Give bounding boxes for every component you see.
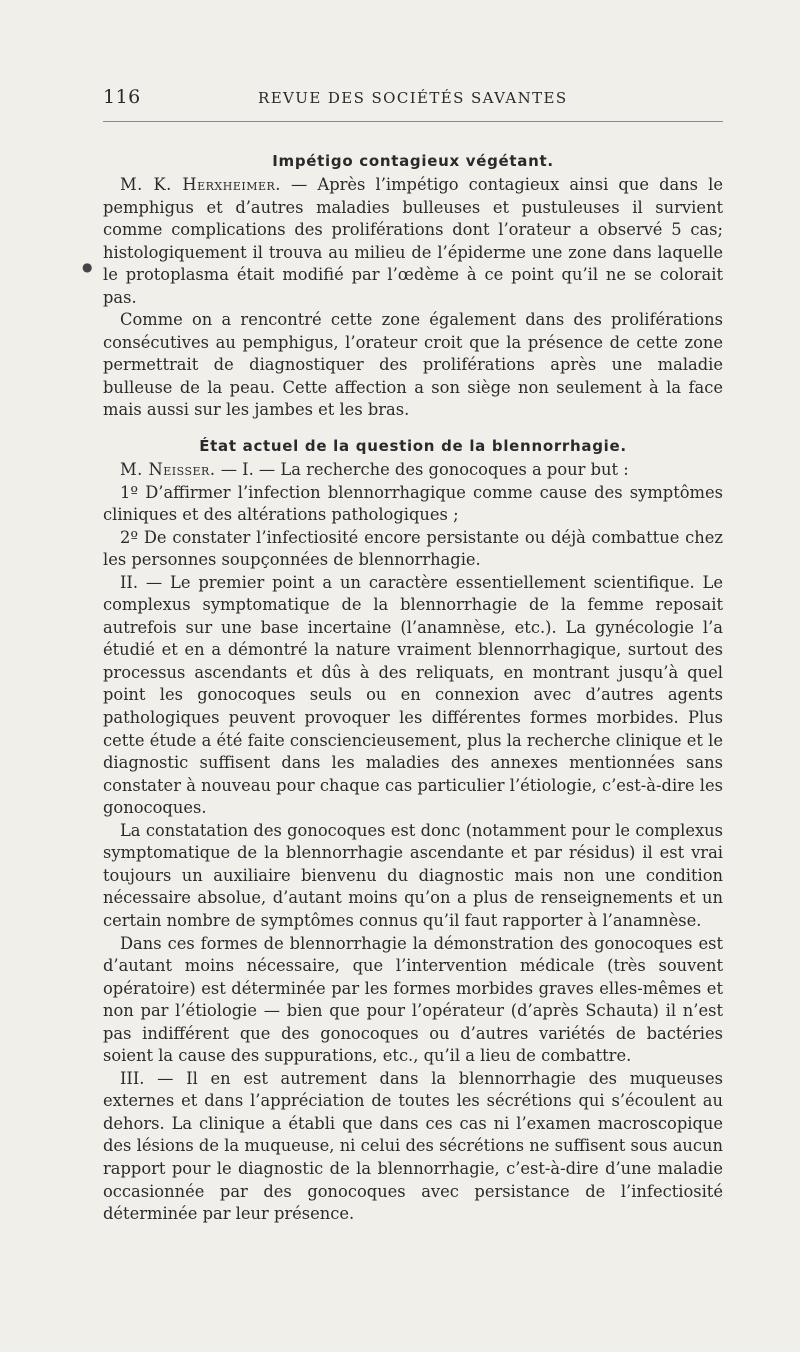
paragraph: La constatation des gonocoques est donc (notamment pour le complexus symptomatique de la blennorrhagie ascendante et par résidus) il est vrai toujours un auxiliaire bienvenu du diagnostic mais non une condition nécessaire absolue, d’autant moins qu’on a plus de renseignements et un certain nombre de symptômes connus qu’il faut rapporter à l’anamnèse.: [103, 820, 723, 930]
paragraph: III. — Il en est autrement dans la blennorrhagie des muqueuses externes et dans l’appréciation de toutes les sécrétions qui s’écoulent au dehors. La clinique a établi que dans ces cas ni l’examen macroscopique des lésions de la muqueuse, ni celui des sécrétions ne suffisent sous aucun rapport pour le diagnostic de la blennorrhagie, c’est-à-dire d’une maladie occasionnée par des gonocoques avec persistance de l’infectiosité déterminée par leur présence.: [103, 1068, 723, 1224]
journal-title: REVUE DES SOCIÉTÉS SAVANTES: [258, 89, 568, 107]
paragraph-text: — Après l’impétigo contagieux ainsi que dans le pemphigus et d’autres maladies bulleuses et pustuleuses il survient comme complications des proliférations dont l’orateur a observé 5 cas; histologiquement il trouva au milieu de l’épiderme une zone dans laquelle le protoplasma était modifié par l’œdème à ce point qu’il ne se colorait pas.: [103, 175, 723, 307]
paragraph: [103, 174, 723, 309]
section-title-impetigo: Impétigo contagieux végétant.: [272, 152, 554, 170]
page-body: [103, 86, 723, 1226]
running-head: [103, 86, 723, 112]
paragraph: 2º De constater l’infectiosité encore persistante ou déjà combattue chez les personnes soupçonnées de blennorrhagie.: [103, 527, 723, 570]
page-number: 116: [103, 86, 141, 108]
paragraph: [103, 459, 723, 482]
paragraph: II. — Le premier point a un caractère essentiellement scientifique. Le complexus symptomatique de la blennorrhagie de la femme reposait autrefois sur une base incertaine (l’anamnèse, etc.). La gynécologie l’a étudié et en a démontré la nature vraiment blennorrhagique, surtout des processus ascendants et dûs à des reliquats, en montrant jusqu’à quel point les gonocoques seuls ou en connexion avec d’autres agents pathologiques peuvent provoquer les différentes formes morbides. Plus cette étude a été faite consciencieusement, plus la recherche clinique et le diagnostic suffisent dans les maladies des annexes mentionnées sans constater à nouveau pour chaque cas particulier l’étiologie, c’est-à-dire les gonocoques.: [103, 572, 723, 818]
paragraph: 1º D’affirmer l’infection blennorrhagique comme cause des symptômes cliniques et des altérations pathologiques ;: [103, 482, 723, 525]
paragraph: Comme on a rencontré cette zone également dans des proliférations consécutives au pemphigus, l’orateur croit que la présence de cette zone permettrait de diagnostiquer des proliférations après une maladie bulleuse de la peau. Cette affection a son siège non seulement à la face mais aussi sur les jambes et les bras.: [103, 310, 723, 420]
speaker-name: M. Neisser.: [120, 460, 216, 480]
paragraph: Dans ces formes de blennorrhagie la démonstration des gonocoques est d’autant moins nécessaire, que l’intervention médicale (très souvent opératoire) est déterminée par les formes morbides graves elles-mêmes et non par l’étiologie — bien que pour l’opérateur (d’après Schauta) il n’est pas indifférent que des gonocoques ou d’autres variétés de bactéries soient la cause des suppurations, etc., qu’il a lieu de combattre.: [103, 933, 723, 1066]
header-rule: [103, 121, 723, 122]
speaker-name: M. K. Herxheimer.: [120, 175, 281, 194]
paragraph-text: — I. — La recherche des gonocoques a pour but :: [215, 460, 629, 480]
margin-mark: ●: [82, 260, 93, 274]
section-title-blennorrhagie: État actuel de la question de la blennorrhagie.: [199, 437, 627, 456]
